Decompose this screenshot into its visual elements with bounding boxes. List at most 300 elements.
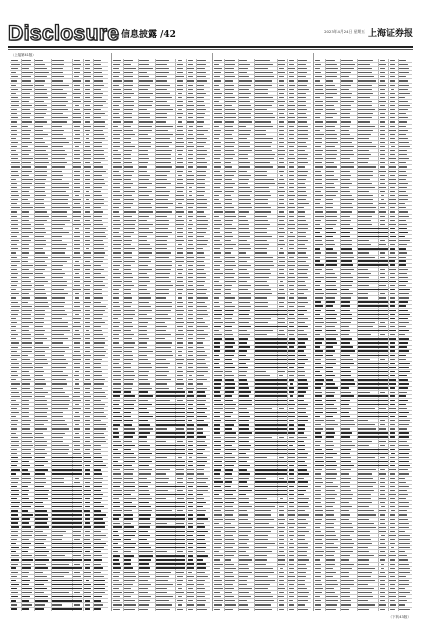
- table-cell: [139, 162, 148, 163]
- table-cell: [73, 216, 80, 217]
- table-cell: [379, 441, 385, 442]
- table-cell: [225, 297, 235, 298]
- table-cell: [52, 457, 82, 458]
- table-cell: [156, 105, 170, 106]
- table-cell: [225, 248, 233, 249]
- table-cell: [113, 355, 120, 356]
- table-cell: [278, 277, 284, 278]
- table-cell: [35, 412, 47, 413]
- table-cell: [188, 154, 193, 155]
- table-cell: [124, 293, 131, 294]
- table-cell: [399, 171, 406, 172]
- table-cell: [389, 224, 395, 225]
- table-cell: [94, 162, 101, 163]
- table-cell: [139, 273, 147, 274]
- table-cell: [84, 559, 90, 560]
- table-cell: [399, 314, 410, 315]
- table-cell: [289, 244, 293, 245]
- table-cell: [255, 350, 287, 351]
- table-cell: [197, 531, 208, 532]
- table-cell: [73, 117, 81, 118]
- table-cell: [22, 584, 29, 585]
- table-cell: [52, 297, 65, 298]
- table-cell: [35, 113, 46, 114]
- table-cell: [315, 318, 323, 319]
- table-cell: [214, 473, 220, 474]
- table-cell: [289, 559, 294, 560]
- table-cell: [139, 395, 153, 396]
- table-cell: [113, 76, 119, 77]
- table-cell: [279, 457, 285, 458]
- table-cell: [94, 400, 101, 401]
- table-body: [213, 59, 311, 611]
- table-cell: [35, 117, 44, 118]
- table-cell: [113, 134, 120, 135]
- table-cell: [288, 265, 294, 266]
- table-cell: [139, 567, 150, 568]
- table-cell: [399, 416, 407, 417]
- table-cell: [358, 150, 369, 151]
- table-cell: [156, 526, 185, 527]
- table-cell: [197, 383, 203, 384]
- table-cell: [113, 478, 122, 479]
- table-cell: [315, 64, 321, 65]
- table-cell: [326, 318, 336, 319]
- table-cell: [341, 113, 350, 114]
- table-cell: [197, 64, 206, 65]
- table-cell: [341, 281, 353, 282]
- table-cell: [124, 162, 132, 163]
- table-cell: [85, 367, 90, 368]
- table-cell: [358, 330, 388, 331]
- table-cell: [187, 289, 194, 290]
- table-cell: [214, 592, 220, 593]
- table-cell: [139, 465, 149, 466]
- table-cell: [380, 322, 385, 323]
- table-cell: [113, 252, 121, 253]
- table-cell: [124, 166, 133, 167]
- table-cell: [74, 76, 79, 77]
- table-cell: [358, 334, 371, 335]
- table-cell: [225, 338, 234, 339]
- table-cell: [35, 232, 46, 233]
- table-cell: [399, 355, 406, 356]
- table-cell: [255, 338, 287, 339]
- table-cell: [197, 199, 207, 200]
- table-cell: [298, 68, 307, 69]
- table-cell: [35, 285, 44, 286]
- table-cell: [22, 187, 30, 188]
- table-cell: [188, 60, 193, 61]
- table-cell: [73, 400, 81, 401]
- table-cell: [399, 453, 409, 454]
- table-cell: [156, 310, 171, 311]
- table-cell: [298, 89, 309, 90]
- table-cell: [124, 93, 134, 94]
- table-cell: [11, 93, 16, 94]
- table-cell: [255, 469, 287, 470]
- table-cell: [315, 187, 323, 188]
- table-cell: [156, 355, 173, 356]
- table-cell: [84, 224, 90, 225]
- table-cell: [288, 121, 294, 122]
- table-cell: [341, 494, 353, 495]
- table-cell: [85, 379, 91, 380]
- table-cell: [188, 302, 194, 303]
- table-cell: [341, 510, 349, 511]
- table-cell: [399, 350, 409, 351]
- table-cell: [113, 97, 120, 98]
- table-cell: [288, 449, 295, 450]
- table-cell: [113, 142, 120, 143]
- table-cell: [214, 453, 220, 454]
- table-cell: [94, 412, 104, 413]
- table-cell: [177, 68, 184, 69]
- table-cell: [239, 604, 248, 605]
- table-cell: [298, 228, 308, 229]
- table-cell: [326, 436, 334, 437]
- table-cell: [22, 564, 31, 565]
- table-cell: [52, 138, 66, 139]
- table-cell: [399, 482, 406, 483]
- table-cell: [176, 207, 183, 208]
- table-cell: [197, 543, 206, 544]
- table-cell: [113, 523, 120, 524]
- table-cell: [113, 285, 121, 286]
- table-cell: [298, 469, 307, 470]
- table-cell: [279, 236, 284, 237]
- table-cell: [94, 359, 102, 360]
- table-cell: [35, 105, 47, 106]
- table-cell: [341, 236, 350, 237]
- table-cell: [315, 85, 323, 86]
- table-cell: [187, 400, 193, 401]
- table-cell: [94, 228, 106, 229]
- table-cell: [113, 85, 119, 86]
- table-cell: [225, 130, 234, 131]
- table-cell: [358, 322, 375, 323]
- table-cell: [298, 150, 305, 151]
- table-cell: [380, 113, 386, 114]
- table-cell: [11, 228, 18, 229]
- table-cell: [225, 424, 234, 425]
- table-cell: [239, 277, 250, 278]
- table-cell: [177, 89, 183, 90]
- table-cell: [85, 60, 90, 61]
- table-cell: [84, 461, 90, 462]
- table-cell: [156, 166, 172, 167]
- table-cell: [187, 424, 194, 425]
- table-cell: [11, 166, 20, 167]
- table-cell: [399, 211, 408, 212]
- table-cell: [214, 609, 220, 610]
- table-cell: [85, 326, 91, 327]
- table-cell: [197, 555, 208, 556]
- table-cell: [139, 183, 152, 184]
- table-cell: [177, 580, 184, 581]
- table-cell: [214, 588, 223, 589]
- table-cell: [380, 277, 386, 278]
- table-cell: [289, 486, 295, 487]
- table-cell: [197, 72, 206, 73]
- table-cell: [156, 187, 166, 188]
- table-cell: [74, 171, 80, 172]
- table-cell: [139, 306, 151, 307]
- table-cell: [124, 338, 132, 339]
- table-cell: [85, 93, 90, 94]
- table-cell: [341, 506, 352, 507]
- table-cell: [74, 416, 80, 417]
- table-cell: [35, 150, 46, 151]
- table-cell: [326, 195, 336, 196]
- table-cell: [188, 113, 193, 114]
- table-cell: [52, 97, 66, 98]
- table-cell: [380, 486, 385, 487]
- table-cell: [255, 252, 267, 253]
- table-cell: [289, 130, 293, 131]
- table-cell: [214, 400, 221, 401]
- table-cell: [124, 297, 132, 298]
- table-cell: [341, 80, 353, 81]
- table-cell: [379, 203, 385, 204]
- table-cell: [315, 424, 321, 425]
- table-cell: [113, 302, 119, 303]
- table-cell: [315, 342, 322, 343]
- table-cell: [239, 408, 247, 409]
- table-cell: [239, 293, 251, 294]
- table-cell: [94, 510, 101, 511]
- table-cell: [124, 224, 135, 225]
- table-cell: [399, 89, 408, 90]
- table-cell: [390, 375, 394, 376]
- table-cell: [94, 420, 101, 421]
- table-cell: [390, 101, 394, 102]
- table-cell: [35, 347, 49, 348]
- newspaper-logo: 上海证券报: [367, 29, 413, 39]
- table-cell: [341, 314, 352, 315]
- table-row: [112, 608, 210, 611]
- table-cell: [358, 244, 371, 245]
- table-cell: [73, 338, 81, 339]
- table-cell: [239, 113, 251, 114]
- table-cell: [35, 273, 43, 274]
- table-cell: [399, 232, 408, 233]
- table-cell: [225, 191, 234, 192]
- table-cell: [74, 363, 81, 364]
- table-cell: [156, 490, 168, 491]
- table-cell: [289, 604, 295, 605]
- table-cell: [156, 395, 185, 396]
- table-cell: [326, 260, 337, 261]
- table-cell: [11, 461, 18, 462]
- table-cell: [176, 310, 183, 311]
- table-cell: [255, 285, 269, 286]
- table-cell: [22, 293, 29, 294]
- table-cell: [358, 428, 376, 429]
- table-cell: [52, 277, 63, 278]
- table-cell: [52, 506, 82, 507]
- table-cell: [279, 289, 285, 290]
- column-heading: （上接第41版）: [11, 53, 36, 57]
- table-cell: [214, 117, 223, 118]
- table-cell: [279, 97, 284, 98]
- table-cell: [52, 146, 63, 147]
- table-cell: [380, 121, 384, 122]
- table-cell: [197, 277, 206, 278]
- table-cell: [74, 203, 80, 204]
- table-cell: [113, 445, 122, 446]
- table-cell: [187, 395, 193, 396]
- table-cell: [326, 171, 334, 172]
- table-cell: [22, 408, 29, 409]
- table-cell: [188, 134, 193, 135]
- table-cell: [197, 588, 205, 589]
- table-cell: [156, 388, 169, 389]
- table-cell: [214, 297, 219, 298]
- table-cell: [298, 424, 305, 425]
- table-cell: [177, 302, 183, 303]
- table-cell: [225, 306, 235, 307]
- table-cell: [74, 175, 79, 176]
- table-cell: [124, 68, 136, 69]
- table-cell: [326, 80, 333, 81]
- table-cell: [326, 498, 335, 499]
- table-cell: [289, 322, 294, 323]
- table-cell: [399, 134, 406, 135]
- table-cell: [124, 547, 135, 548]
- table-cell: [255, 162, 270, 163]
- table-cell: [11, 572, 18, 573]
- table-cell: [214, 580, 222, 581]
- table-cell: [35, 428, 47, 429]
- table-cell: [279, 105, 284, 106]
- table-cell: [239, 183, 248, 184]
- table-cell: [156, 371, 169, 372]
- table-cell: [139, 232, 153, 233]
- table-cell: [399, 346, 407, 347]
- table-cell: [113, 330, 121, 331]
- table-cell: [35, 257, 48, 258]
- table-cell: [124, 76, 133, 77]
- table-cell: [124, 199, 134, 200]
- table-cell: [289, 367, 295, 368]
- table-cell: [289, 420, 295, 421]
- table-cell: [113, 416, 122, 417]
- table-cell: [379, 171, 386, 172]
- table-cell: [289, 154, 295, 155]
- table-cell: [214, 486, 221, 487]
- table-cell: [188, 367, 193, 368]
- table-cell: [187, 175, 194, 176]
- table-cell: [341, 228, 353, 229]
- table-cell: [11, 608, 17, 609]
- table-cell: [94, 302, 101, 303]
- table-cell: [124, 244, 131, 245]
- table-cell: [187, 498, 193, 499]
- table-cell: [22, 80, 31, 81]
- table-cell: [156, 363, 170, 364]
- table-cell: [52, 285, 67, 286]
- table-cell: [380, 482, 384, 483]
- table-cell: [74, 572, 79, 573]
- table-cell: [390, 109, 395, 110]
- table-cell: [35, 199, 44, 200]
- table-cell: [74, 232, 80, 233]
- table-cell: [379, 244, 386, 245]
- table-cell: [124, 371, 134, 372]
- table-cell: [113, 461, 118, 462]
- table-cell: [139, 609, 148, 610]
- table-cell: [214, 179, 222, 180]
- table-cell: [11, 437, 18, 438]
- table-cell: [113, 297, 119, 298]
- table-cell: [214, 564, 223, 565]
- table-cell: [255, 101, 274, 102]
- table-cell: [124, 486, 135, 487]
- table-cell: [326, 93, 337, 94]
- table-cell: [214, 150, 221, 151]
- table-cell: [197, 576, 208, 577]
- table-cell: [225, 285, 232, 286]
- table-cell: [279, 68, 283, 69]
- table-cell: [239, 609, 249, 610]
- table-cell: [11, 482, 18, 483]
- table-cell: [326, 301, 335, 302]
- table-cell: [187, 436, 194, 437]
- table-cell: [326, 400, 336, 401]
- table-cell: [341, 449, 351, 450]
- table-cell: [188, 547, 193, 548]
- table-cell: [11, 576, 17, 577]
- table-cell: [35, 338, 47, 339]
- table-cell: [197, 592, 205, 593]
- table-cell: [94, 457, 102, 458]
- table-cell: [94, 334, 103, 335]
- table-cell: [156, 596, 173, 597]
- table-cell: [74, 281, 80, 282]
- table-cell: [35, 134, 48, 135]
- table-cell: [11, 224, 18, 225]
- table-cell: [326, 232, 336, 233]
- table-cell: [177, 281, 183, 282]
- table-cell: [255, 428, 287, 429]
- table-cell: [278, 596, 284, 597]
- table-cell: [389, 338, 396, 339]
- table-cell: [239, 97, 249, 98]
- table-cell: [298, 531, 309, 532]
- table-cell: [239, 584, 247, 585]
- table-cell: [279, 117, 285, 118]
- table-cell: [239, 576, 248, 577]
- table-cell: [84, 154, 91, 155]
- table-cell: [35, 535, 47, 536]
- table-cell: [197, 334, 208, 335]
- table-cell: [156, 400, 170, 401]
- table-cell: [225, 592, 232, 593]
- table-cell: [35, 392, 48, 393]
- table-cell: [35, 191, 45, 192]
- table-cell: [390, 162, 394, 163]
- table-cell: [94, 437, 105, 438]
- table-cell: [239, 130, 251, 131]
- table-cell: [255, 441, 287, 442]
- table-cell: [85, 89, 90, 90]
- table-cell: [156, 469, 170, 470]
- table-cell: [74, 277, 80, 278]
- table-cell: [35, 498, 48, 499]
- table-cell: [279, 302, 285, 303]
- table-cell: [197, 89, 204, 90]
